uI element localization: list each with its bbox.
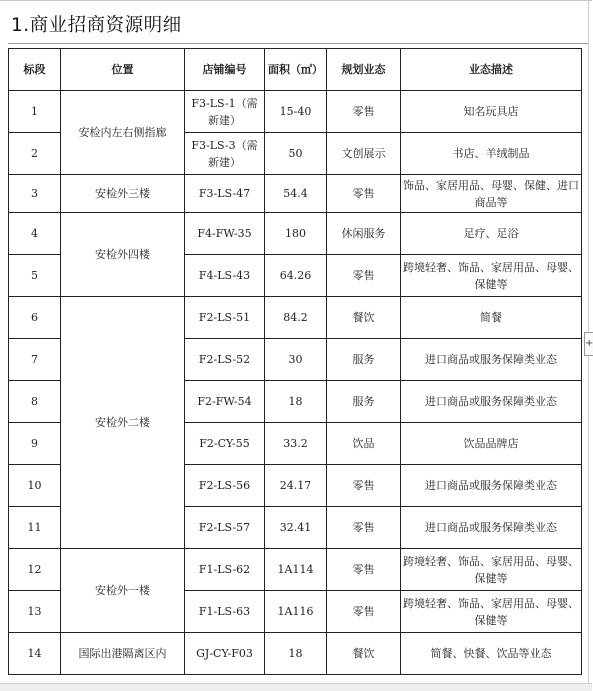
cell-format-desc: 跨境轻奢、饰品、家居用品、母婴、保健等 <box>401 591 582 633</box>
cell-seg: 4 <box>9 213 61 255</box>
header-area: 面积（㎡） <box>265 49 327 91</box>
cell-format-desc: 跨境轻奢、饰品、家居用品、母婴、保健等 <box>401 255 582 297</box>
cell-planned-format: 餐饮 <box>327 297 401 339</box>
cell-location: 安检外三楼 <box>61 175 185 213</box>
cell-format-desc: 简餐 <box>401 297 582 339</box>
header-planned-format: 规划业态 <box>327 49 401 91</box>
cell-area: 30 <box>265 339 327 381</box>
leasing-resources-table <box>8 48 582 675</box>
cell-seg: 9 <box>9 423 61 465</box>
cell-planned-format: 饮品 <box>327 423 401 465</box>
cell-planned-format: 休闲服务 <box>327 213 401 255</box>
cell-seg: 10 <box>9 465 61 507</box>
cell-seg: 6 <box>9 297 61 339</box>
cell-seg: 1 <box>9 91 61 133</box>
cell-planned-format: 零售 <box>327 591 401 633</box>
cell-area: 1A116 <box>265 591 327 633</box>
cell-format-desc: 进口商品或服务保障类业态 <box>401 465 582 507</box>
cell-location: 安检外二楼 <box>61 297 185 549</box>
table-row <box>9 297 582 339</box>
cell-shop-no: F2-LS-51 <box>185 297 265 339</box>
cell-shop-no: F1-LS-63 <box>185 591 265 633</box>
cell-shop-no: F4-LS-43 <box>185 255 265 297</box>
cell-shop-no: F2-CY-55 <box>185 423 265 465</box>
cell-format-desc: 饮品品牌店 <box>401 423 582 465</box>
cell-shop-no: F4-FW-35 <box>185 213 265 255</box>
cell-seg: 13 <box>9 591 61 633</box>
header-row <box>9 49 582 91</box>
cell-area: 15-40 <box>265 91 327 133</box>
cell-area: 84.2 <box>265 297 327 339</box>
cell-area: 180 <box>265 213 327 255</box>
cell-shop-no: F1-LS-62 <box>185 549 265 591</box>
cell-area: 18 <box>265 633 327 675</box>
cell-shop-no: F2-LS-56 <box>185 465 265 507</box>
cell-format-desc: 进口商品或服务保障类业态 <box>401 381 582 423</box>
cell-shop-no: F3-LS-3（需新建） <box>185 133 265 175</box>
cell-seg: 7 <box>9 339 61 381</box>
cell-area: 54.4 <box>265 175 327 213</box>
cell-seg: 2 <box>9 133 61 175</box>
cell-planned-format: 零售 <box>327 255 401 297</box>
cell-area: 32.41 <box>265 507 327 549</box>
cell-format-desc: 足疗、足浴 <box>401 213 582 255</box>
cell-area: 1A114 <box>265 549 327 591</box>
table-row <box>9 633 582 675</box>
table-row <box>9 175 582 213</box>
document-title: 1.商业招商资源明细 <box>11 15 182 36</box>
cell-seg: 14 <box>9 633 61 675</box>
cell-area: 64.26 <box>265 255 327 297</box>
cell-planned-format: 服务 <box>327 381 401 423</box>
cell-planned-format: 零售 <box>327 91 401 133</box>
cell-seg: 3 <box>9 175 61 213</box>
header-seg: 标段 <box>9 49 61 91</box>
cell-format-desc: 书店、羊绒制品 <box>401 133 582 175</box>
header-location: 位置 <box>61 49 185 91</box>
cell-format-desc: 饰品、家居用品、母婴、保健、进口商品等 <box>401 175 582 213</box>
cell-format-desc: 简餐、快餐、饮品等业态 <box>401 633 582 675</box>
expand-marker-icon[interactable]: + <box>584 332 593 356</box>
cell-location: 安检内左右侧指廊 <box>61 91 185 175</box>
cell-planned-format: 文创展示 <box>327 133 401 175</box>
cell-format-desc: 跨境轻奢、饰品、家居用品、母婴、保健等 <box>401 549 582 591</box>
cell-location: 安检外一楼 <box>61 549 185 633</box>
cell-format-desc: 进口商品或服务保障类业态 <box>401 507 582 549</box>
table-row <box>9 213 582 255</box>
cell-area: 24.17 <box>265 465 327 507</box>
title-rule <box>8 43 588 44</box>
header-format-desc: 业态描述 <box>401 49 582 91</box>
cell-shop-no: F3-LS-1（需新建） <box>185 91 265 133</box>
cell-planned-format: 零售 <box>327 549 401 591</box>
cell-planned-format: 餐饮 <box>327 633 401 675</box>
header-shop-no: 店铺编号 <box>185 49 265 91</box>
cell-shop-no: GJ-CY-F03 <box>185 633 265 675</box>
cell-area: 33.2 <box>265 423 327 465</box>
cell-shop-no: F2-LS-57 <box>185 507 265 549</box>
cell-planned-format: 服务 <box>327 339 401 381</box>
table-row <box>9 549 582 591</box>
cell-planned-format: 零售 <box>327 175 401 213</box>
cell-seg: 12 <box>9 549 61 591</box>
cell-shop-no: F2-FW-54 <box>185 381 265 423</box>
cell-seg: 11 <box>9 507 61 549</box>
cell-planned-format: 零售 <box>327 465 401 507</box>
page-bottom-bar <box>0 683 592 691</box>
cell-location: 国际出港隔离区内 <box>61 633 185 675</box>
cell-area: 50 <box>265 133 327 175</box>
cell-shop-no: F3-LS-47 <box>185 175 265 213</box>
cell-location: 安检外四楼 <box>61 213 185 297</box>
cell-area: 18 <box>265 381 327 423</box>
cell-seg: 8 <box>9 381 61 423</box>
table-row <box>9 91 582 133</box>
cell-seg: 5 <box>9 255 61 297</box>
page-edge-top <box>0 0 592 1</box>
cell-planned-format: 零售 <box>327 507 401 549</box>
cell-shop-no: F2-LS-52 <box>185 339 265 381</box>
cell-format-desc: 进口商品或服务保障类业态 <box>401 339 582 381</box>
cell-format-desc: 知名玩具店 <box>401 91 582 133</box>
